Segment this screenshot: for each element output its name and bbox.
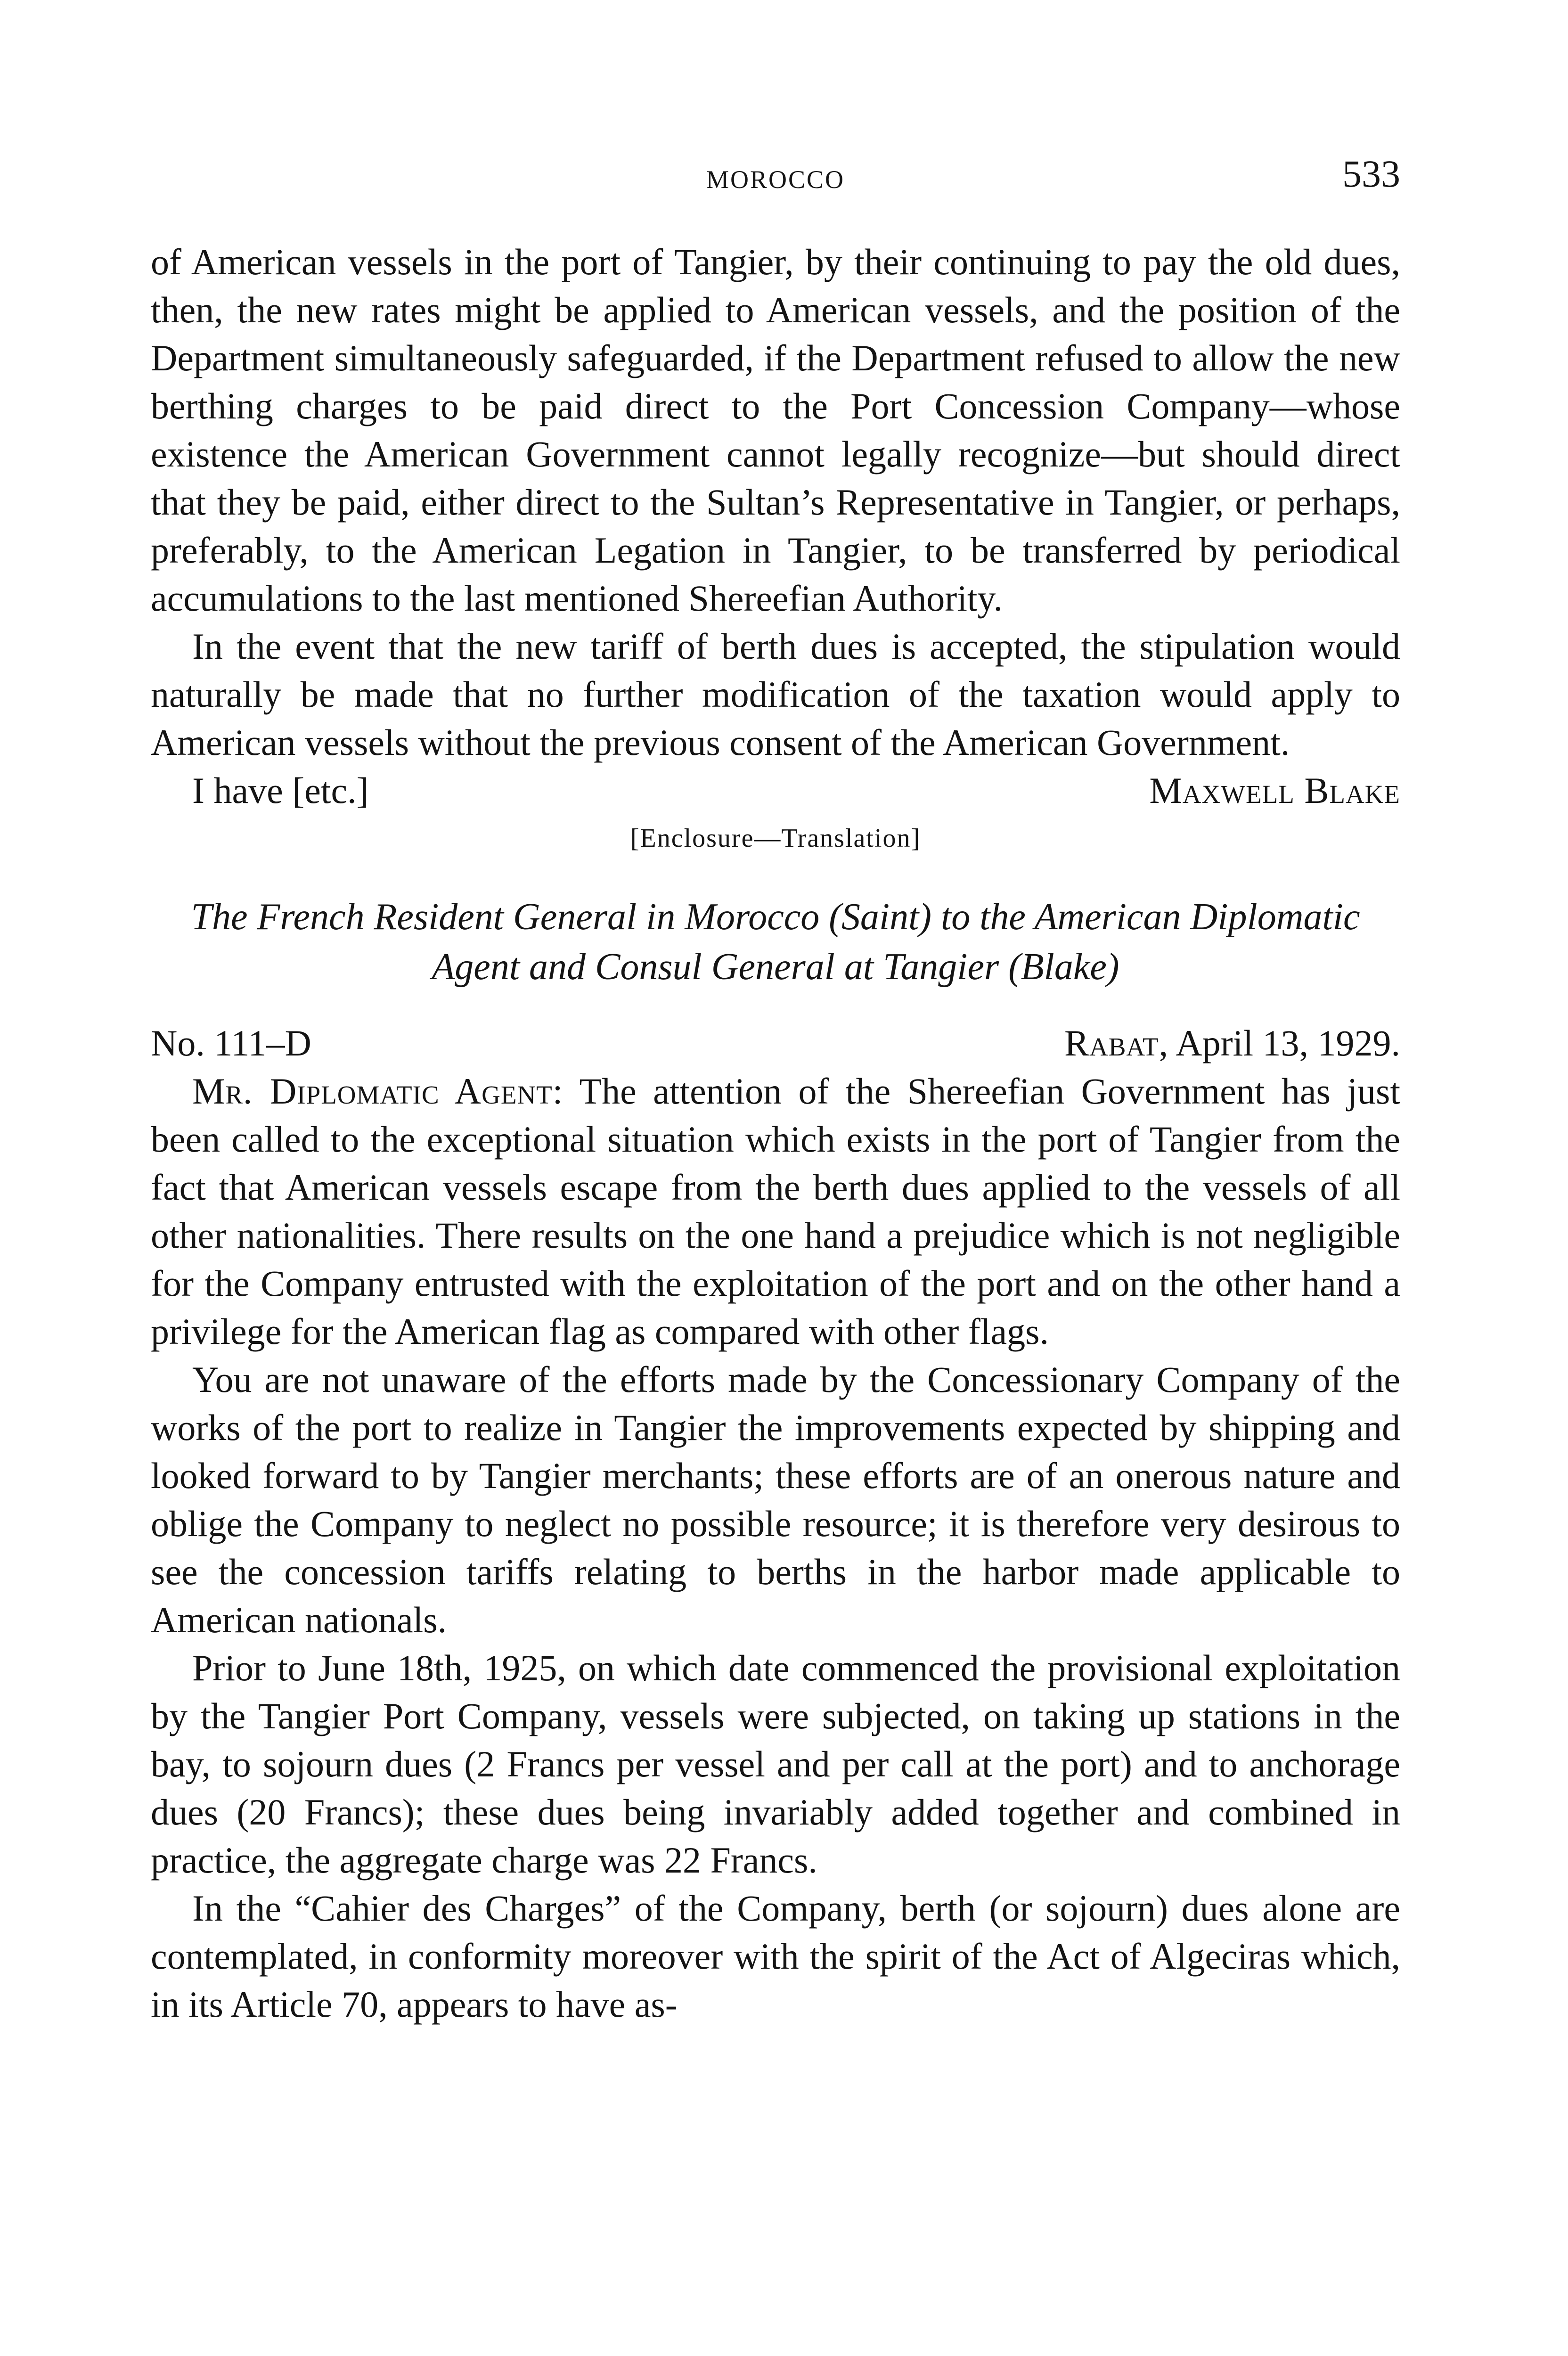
document-page <box>151 0 1400 2356</box>
enclosure-paragraph-2: You are not unaware of the efforts made by the Concessionary Company of the works of the port to realize in Tangier the improvements expected by shipping and looked forward to by Tangier merchants; these efforts are of an onerous nature and oblige the Company to neglect no possible resource; it is therefore very desirous to see the concession tariffs relating to berths in the harbor made applicable to American nationals. <box>151 1359 1400 1640</box>
closing-row <box>151 767 1400 815</box>
document-number: No. 111–D <box>151 1023 311 1063</box>
signature: Maxwell Blake <box>1149 770 1400 811</box>
reference-row <box>151 1019 1400 1067</box>
enclosure-paragraph-1 <box>151 1067 1400 1356</box>
body-text <box>151 238 1400 2029</box>
date: April 13, 1929. <box>1176 1023 1400 1063</box>
closing-formula: I have [etc.] <box>192 770 369 811</box>
title-sender: The French Resident General in Morocco <box>191 896 820 938</box>
running-head: MOROCCO <box>706 165 845 194</box>
place-date <box>1064 1019 1400 1067</box>
title-sender-name: (Saint) <box>829 896 931 938</box>
enclosure-title <box>151 892 1400 992</box>
title-recipient-name: (Blake) <box>1008 946 1119 988</box>
page-number: 533 <box>1342 152 1400 195</box>
letter-paragraph-2: In the event that the new tariff of berth dues is accepted, the stipulation would naturally be made that no further modification of the taxation would apply to American vessels without the previous consent of the American Government. <box>151 626 1400 763</box>
enclosure-paragraph-4: In the “Cahier des Charges” of the Company, berth (or sojourn) dues alone are contemplated, in conformity moreover with the spirit of the Act of Algeciras which, in its Article 70, appears to have as- <box>151 1888 1400 2025</box>
enclosure-label: [Enclosure—Translation] <box>630 824 921 853</box>
salutation: Mr. Diplomatic Agent: <box>192 1071 564 1112</box>
page-header <box>151 152 1400 204</box>
enclosure-paragraph-1-text: The attention of the Shereefian Government has just been called to the exceptional situation which exists in the port of Tangier from the fact that American vessels escape from the berth dues applied to the vessels of all other nationalities. There results on the one hand a prejudice which is not negligible for the Company entrusted with the exploitation of the port and on the other hand a privilege for the American flag as compared with other flags. <box>151 1071 1400 1352</box>
letter-paragraph-1: of American vessels in the port of Tangier, by their continuing to pay the old dues, then, the new rates might be applied to American vessels, and the position of the Department simultaneously safeguarded, if the Department refused to allow the new berthing charges to be paid direct to the Port Concession Company—whose existence the American Government cannot legally recognize—but should direct that they be paid, either direct to the Sultan’s Representative in Tangier, or perhaps, preferably, to the American Legation in Tangier, to be transferred by periodical accumulations to the last mentioned Shereefian Authority. <box>151 241 1400 619</box>
place: Rabat, <box>1064 1023 1169 1063</box>
enclosure-paragraph-3: Prior to June 18th, 1925, on which date commenced the provisional exploitation by the Tangier Port Company, vessels were subjected, on taking up stations in the bay, to sojourn dues (2 Francs per vessel and per call at the port) and to anchorage dues (20 Francs); these dues being invariably added together and combined in practice, the aggregate charge was 22 Francs. <box>151 1647 1400 1881</box>
title-connector: to the American Diplomatic Agent and Consul General at Tangier <box>432 896 1360 988</box>
